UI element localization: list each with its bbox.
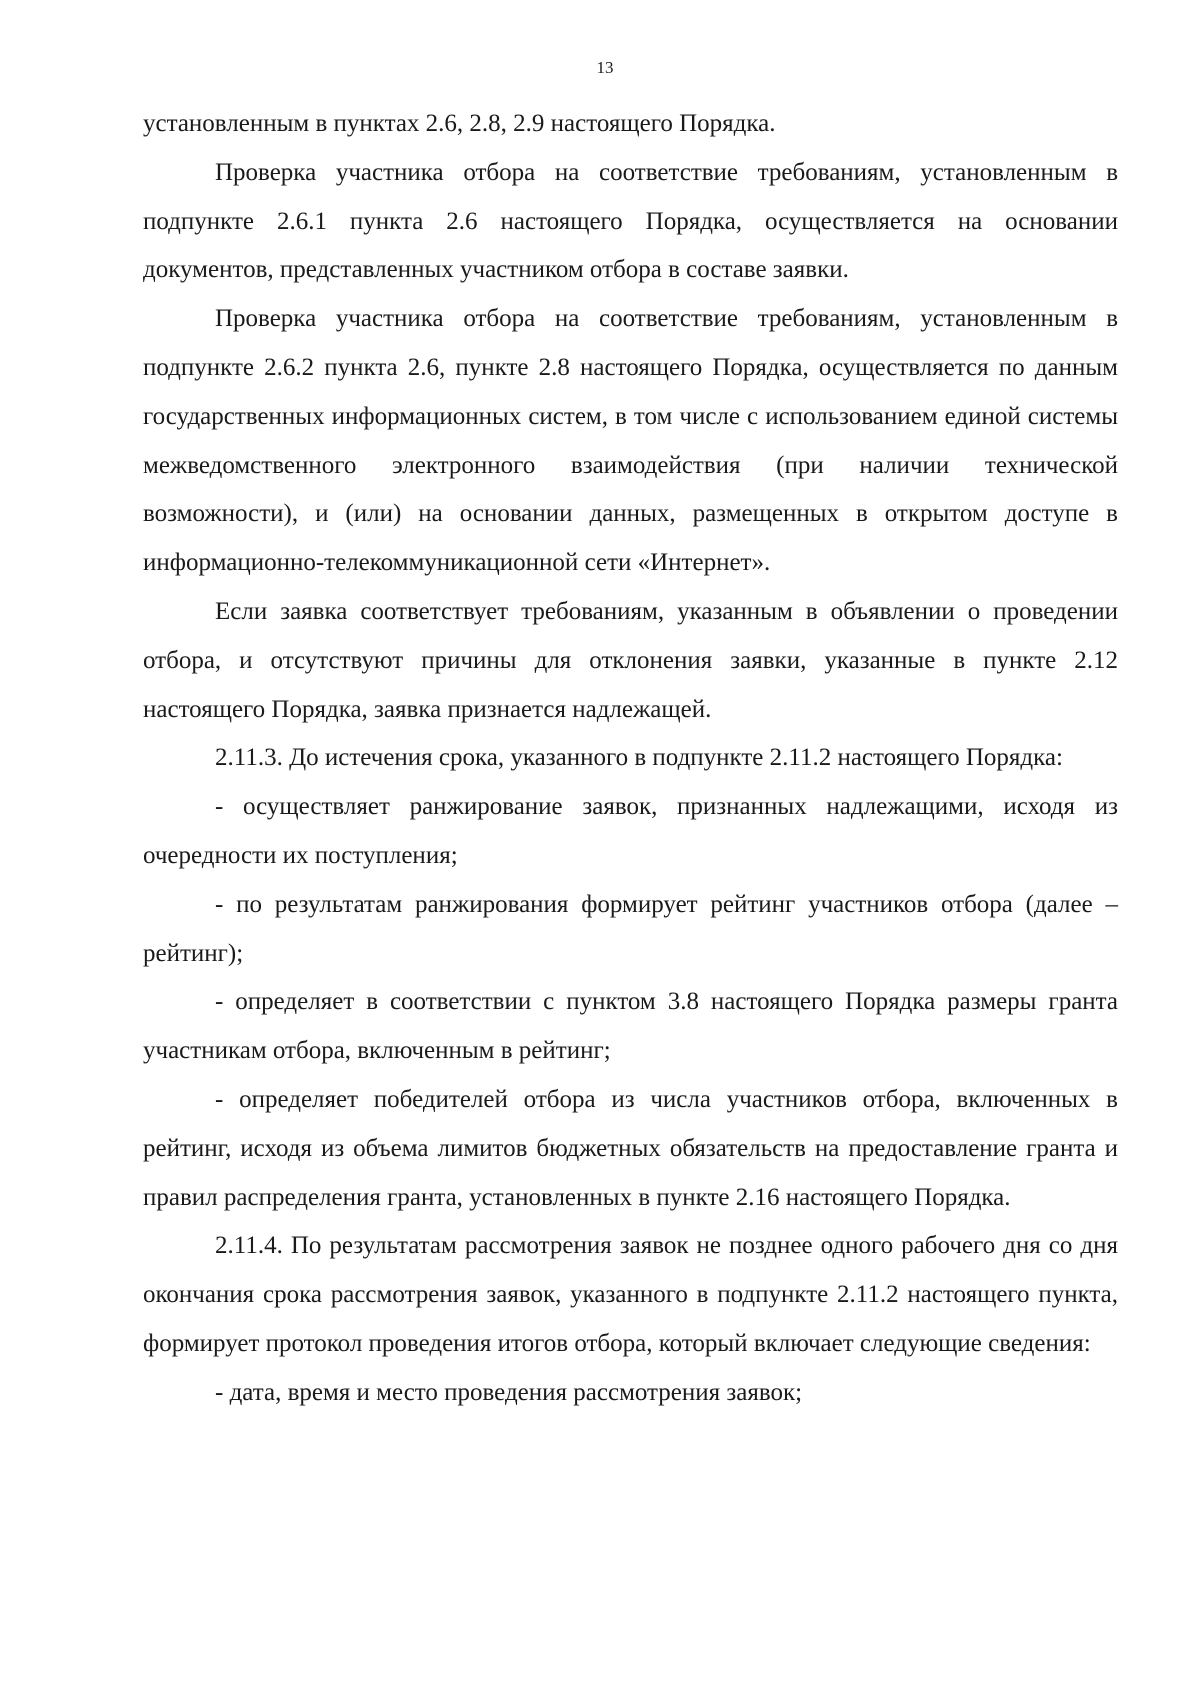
list-item: - определяет в соответствии с пунктом 3.8 настоящего Порядка размеры гранта участникам отбора, включенным в рейтинг; [143,988,1118,1065]
list-item: - определяет победителей отбора из числа участников отбора, включенных в рейтинг, исходя из объема лимитов бюджетных обязательств на предоставление гранта и правил распределения гранта, установленных в пункте 2.16 настоящего Порядка. [143,1085,1118,1211]
document-body [143,100,1118,1418]
list-item: - по результатам ранжирования формирует рейтинг участников отбора (далее – рейтинг); [143,890,1118,967]
list-item: - осуществляет ранжирование заявок, признанных надлежащими, исходя из очередности их поступления; [143,793,1118,869]
list-item: - дата, время и место проведения рассмотрения заявок; [215,1378,803,1406]
paragraph: Проверка участника отбора на соответствие требованиям, установленным в подпункте 2.6.1 пункта 2.6 настоящего Порядка, осуществляется на основании документов, представленных участником отбора в составе заявки. [143,158,1118,284]
paragraph: 2.11.3. До истечения срока, указанного в подпункте 2.11.2 настоящего Порядка: [215,744,1063,772]
paragraph: Проверка участника отбора на соответствие требованиям, установленным в подпункте 2.6.2 пункта 2.6, пункте 2.8 настоящего Порядка, осуществляется по данным государственных информационных систем, в том числе с использованием единой системы межведомственного электронного взаимодействия (при наличии технической возможности), и (или) на основании данных, размещенных в открытом доступе в информационно-телекоммуникационной сети «Интернет». [143,305,1118,577]
paragraph: Если заявка соответствует требованиям, указанным в объявлении о проведении отбора, и отсутствуют причины для отклонения заявки, указанные в пункте 2.12 настоящего Порядка, заявка признается надлежащей. [143,597,1118,723]
paragraph: 2.11.4. По результатам рассмотрения заявок не позднее одного рабочего дня со дня окончания срока рассмотрения заявок, указанного в подпункте 2.11.2 настоящего пункта, формирует протокол проведения итогов отбора, который включает следующие сведения: [143,1232,1118,1357]
paragraph: установленным в пунктах 2.6, 2.8, 2.9 настоящего Порядка. [143,110,776,137]
page-number: 13 [596,58,614,77]
